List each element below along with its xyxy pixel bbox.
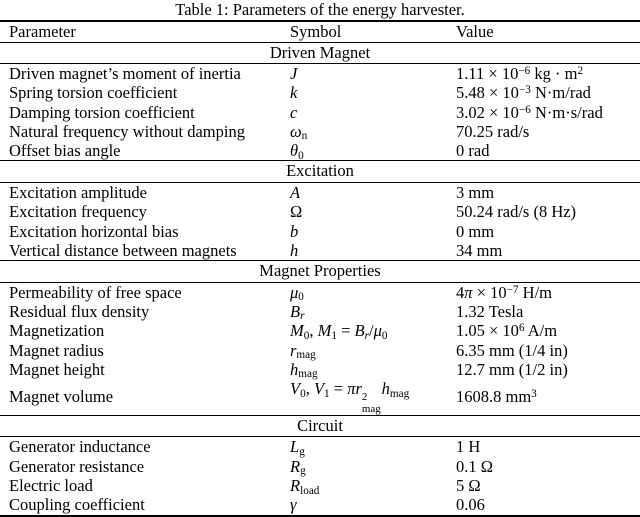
column-header-parameter: Parameter (9, 22, 76, 41)
value-cell: 0.06 (456, 495, 485, 515)
value-cell: 6.35 mm (1/4 in) (456, 340, 568, 360)
column-header-symbol: Symbol (290, 22, 342, 41)
table-row (0, 83, 640, 102)
value-cell: 0.1 Ω (456, 456, 494, 476)
section-title: Excitation (286, 161, 354, 181)
table-row (0, 341, 640, 360)
value-cell: $1.11 \times 10^{-6}$ kg · $m^2$ (456, 64, 584, 83)
symbol-cell: A (290, 182, 301, 202)
column-header-row (0, 21, 640, 42)
section-header-row (0, 42, 640, 64)
symbol-cell: Ω (290, 202, 303, 222)
symbol-cell: $V_0$, $V_1 = \pi r$ 2 mag $h_{mag}$ (290, 379, 410, 415)
section-header-row (0, 415, 640, 437)
value-cell: $3.02 \times 10^{-6}$ N·m·s/rad (456, 102, 603, 122)
symbol-cell: $M_0$, $M_1 = B_r/\mu_0$ (290, 321, 388, 342)
parameter-cell: Magnet height (9, 359, 105, 379)
parameter-cell: Electric load (9, 476, 93, 496)
symbol-cell: J (290, 64, 298, 83)
parameter-cell: Driven magnet’s moment of inertia (9, 64, 241, 83)
parameter-cell: Offset bias angle (9, 141, 121, 161)
value-cell: 12.7 mm (1/2 in) (456, 359, 568, 379)
parameter-cell: Generator inductance (9, 437, 151, 457)
table-caption: Table 1: Parameters of the energy harvester. (175, 0, 465, 19)
symbol-cell: k (290, 83, 298, 103)
value-cell: 50.24 rad/s (8 Hz) (456, 202, 577, 222)
table-row (0, 321, 640, 340)
value-cell: 5 Ω (456, 476, 481, 496)
table-row (0, 360, 640, 379)
value-cell: 34 mm (456, 240, 503, 260)
symbol-cell: $B_r$ (290, 301, 305, 323)
value-cell: $5.48 \times 10^{-3}$ N·m/rad (456, 83, 591, 103)
parameter-cell: Excitation frequency (9, 202, 147, 222)
table-row (0, 222, 640, 241)
table-row (0, 141, 640, 161)
parameter-cell: Magnet volume (9, 387, 114, 407)
parameter-cell: Spring torsion coefficient (9, 83, 178, 103)
symbol-cell: γ (290, 495, 297, 515)
value-cell: 1 H (456, 437, 481, 457)
table-row (0, 103, 640, 122)
value-cell: 1.32 Tesla (456, 301, 524, 321)
column-header-value: Value (456, 22, 494, 41)
symbol-cell: $R_{load}$ (290, 476, 320, 497)
symbol-cell: b (290, 221, 299, 241)
value-cell: 1608.8 $mm^3$ (456, 387, 537, 407)
parameter-cell: Natural frequency without damping (9, 121, 245, 141)
section-title: Circuit (297, 415, 343, 435)
symbol-cell: $r_{mag}$ (290, 340, 316, 362)
parameter-cell: Vertical distance between magnets (9, 240, 237, 260)
parameter-cell: Magnetization (9, 321, 105, 341)
symbol-cell: c (290, 102, 298, 122)
table-row (0, 241, 640, 261)
symbol-cell: h (290, 240, 299, 260)
table-row (0, 122, 640, 141)
table-row (0, 379, 640, 415)
table-row (0, 202, 640, 221)
table-row (0, 495, 640, 515)
value-cell: $1.05 \times 10^6$ A/m (456, 321, 558, 341)
parameter-cell: Residual flux density (9, 301, 150, 321)
parameter-cell: Magnet radius (9, 340, 104, 360)
section-header-row (0, 161, 640, 183)
parameter-cell: Permeability of free space (9, 282, 182, 302)
value-cell: 3 mm (456, 182, 495, 202)
table-row (0, 282, 640, 302)
table-row (0, 302, 640, 321)
table-row (0, 182, 640, 202)
symbol-cell: $h_{mag}$ (290, 359, 318, 381)
symbol-cell: $\omega_n$ (290, 121, 308, 143)
parameter-cell: Damping torsion coefficient (9, 102, 195, 122)
section-title: Driven Magnet (269, 42, 371, 62)
table-row (0, 476, 640, 495)
supsub-stack: 2 mag (361, 391, 381, 415)
parameter-cell: Excitation horizontal bias (9, 221, 179, 241)
parameters-table (0, 20, 640, 517)
symbol-cell: $\mu_0$ (290, 282, 304, 304)
table-row (0, 437, 640, 457)
table-body (0, 42, 640, 516)
value-cell: 0 mm (456, 221, 495, 241)
table-row (0, 64, 640, 84)
symbol-cell: $R_g$ (290, 456, 306, 478)
symbol-cell: $L_g$ (290, 437, 305, 458)
section-title: Magnet Properties (259, 261, 381, 281)
value-cell: $4\pi \times 10^{-7}$ H/m (456, 282, 552, 302)
parameter-cell: Generator resistance (9, 456, 145, 476)
section-header-row (0, 261, 640, 283)
table-row (0, 457, 640, 476)
parameter-cell: Excitation amplitude (9, 182, 147, 202)
value-cell: 70.25 rad/s (456, 121, 530, 141)
parameter-cell: Coupling coefficient (9, 495, 145, 515)
symbol-cell: $\theta_0$ (290, 141, 304, 162)
value-cell: 0 rad (456, 141, 490, 161)
